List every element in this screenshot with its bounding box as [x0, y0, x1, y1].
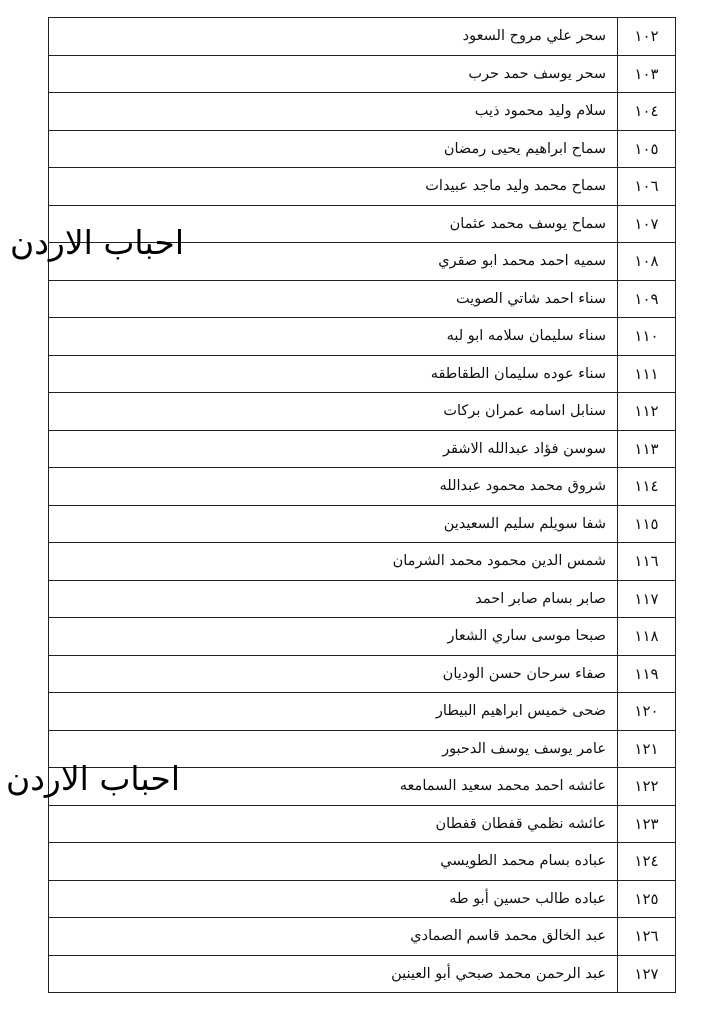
row-number-cell: ١٢٥ — [618, 880, 676, 918]
row-name-cell: سنابل اسامه عمران بركات — [49, 393, 618, 431]
row-number-cell: ١٢٣ — [618, 805, 676, 843]
table-row — [49, 393, 676, 431]
table-row — [49, 18, 676, 56]
row-number-cell: ١١٠ — [618, 318, 676, 356]
row-number-cell: ١٠٦ — [618, 168, 676, 206]
row-number-cell: ١١٨ — [618, 618, 676, 656]
row-name-cell: عائشه احمد محمد سعيد السمامعه — [49, 768, 618, 806]
row-number-cell: ١٠٢ — [618, 18, 676, 56]
row-name-cell: صابر بسام صابر احمد — [49, 580, 618, 618]
table-row — [49, 430, 676, 468]
row-name-cell: سناء عوده سليمان الطقاطقه — [49, 355, 618, 393]
table-row — [49, 955, 676, 993]
table-row — [49, 655, 676, 693]
table-row — [49, 843, 676, 881]
watermark-text: احباب الاردن — [10, 223, 184, 262]
row-number-cell: ١١٢ — [618, 393, 676, 431]
row-name-cell: عبد الرحمن محمد صبحي أبو العينين — [49, 955, 618, 993]
table-row — [49, 805, 676, 843]
row-number-cell: ١١٥ — [618, 505, 676, 543]
row-number-cell: ١٢١ — [618, 730, 676, 768]
watermark-text: احباب الاردن — [6, 759, 180, 798]
table-row — [49, 468, 676, 506]
row-number-cell: ١٠٧ — [618, 205, 676, 243]
table-row — [49, 618, 676, 656]
row-number-cell: ١١٤ — [618, 468, 676, 506]
row-name-cell: سميه احمد محمد ابو صقري — [49, 243, 618, 281]
row-name-cell: شمس الدين محمود محمد الشرمان — [49, 543, 618, 581]
row-name-cell: صفاء سرحان حسن الوديان — [49, 655, 618, 693]
row-number-cell: ١٢٦ — [618, 918, 676, 956]
row-name-cell: سلام وليد محمود ذيب — [49, 93, 618, 131]
row-name-cell: سماح ابراهيم يحيى رمضان — [49, 130, 618, 168]
row-name-cell: سحر علي مروح السعود — [49, 18, 618, 56]
names-table — [48, 17, 676, 993]
row-name-cell: سماح يوسف محمد عثمان — [49, 205, 618, 243]
row-number-cell: ١١٧ — [618, 580, 676, 618]
row-name-cell: ضحى خميس ابراهيم البيطار — [49, 693, 618, 731]
table-row — [49, 355, 676, 393]
row-name-cell: سحر يوسف حمد حرب — [49, 55, 618, 93]
table-row — [49, 505, 676, 543]
table-row — [49, 318, 676, 356]
row-name-cell: صبحا موسى ساري الشعار — [49, 618, 618, 656]
row-number-cell: ١٠٨ — [618, 243, 676, 281]
row-number-cell: ١٠٥ — [618, 130, 676, 168]
row-name-cell: شروق محمد محمود عبدالله — [49, 468, 618, 506]
row-number-cell: ١٠٣ — [618, 55, 676, 93]
table-row — [49, 93, 676, 131]
row-name-cell: عائشه نظمي قفطان قفطان — [49, 805, 618, 843]
row-name-cell: سماح محمد وليد ماجد عبيدات — [49, 168, 618, 206]
row-name-cell: عباده بسام محمد الطويسي — [49, 843, 618, 881]
row-number-cell: ١١٩ — [618, 655, 676, 693]
row-name-cell: سناء سليمان سلامه ابو لبه — [49, 318, 618, 356]
row-name-cell: عبد الخالق محمد قاسم الصمادي — [49, 918, 618, 956]
row-number-cell: ١١٦ — [618, 543, 676, 581]
row-number-cell: ١٢٧ — [618, 955, 676, 993]
row-number-cell: ١١٣ — [618, 430, 676, 468]
row-number-cell: ١٢٤ — [618, 843, 676, 881]
table-row — [49, 693, 676, 731]
table-row — [49, 168, 676, 206]
table-row — [49, 918, 676, 956]
row-name-cell: عامر يوسف يوسف الدحبور — [49, 730, 618, 768]
table-row — [49, 543, 676, 581]
row-name-cell: سوسن فؤاد عبدالله الاشقر — [49, 430, 618, 468]
row-name-cell: عباده طالب حسين أبو طه — [49, 880, 618, 918]
row-number-cell: ١٢٢ — [618, 768, 676, 806]
table-row — [49, 280, 676, 318]
row-number-cell: ١٠٤ — [618, 93, 676, 131]
table-row — [49, 580, 676, 618]
row-name-cell: سناء احمد شاتي الصويت — [49, 280, 618, 318]
row-number-cell: ١٠٩ — [618, 280, 676, 318]
table-row — [49, 880, 676, 918]
row-number-cell: ١٢٠ — [618, 693, 676, 731]
row-name-cell: شفا سويلم سليم السعيدين — [49, 505, 618, 543]
names-table-body — [49, 18, 676, 993]
table-row — [49, 55, 676, 93]
table-row — [49, 130, 676, 168]
row-number-cell: ١١١ — [618, 355, 676, 393]
